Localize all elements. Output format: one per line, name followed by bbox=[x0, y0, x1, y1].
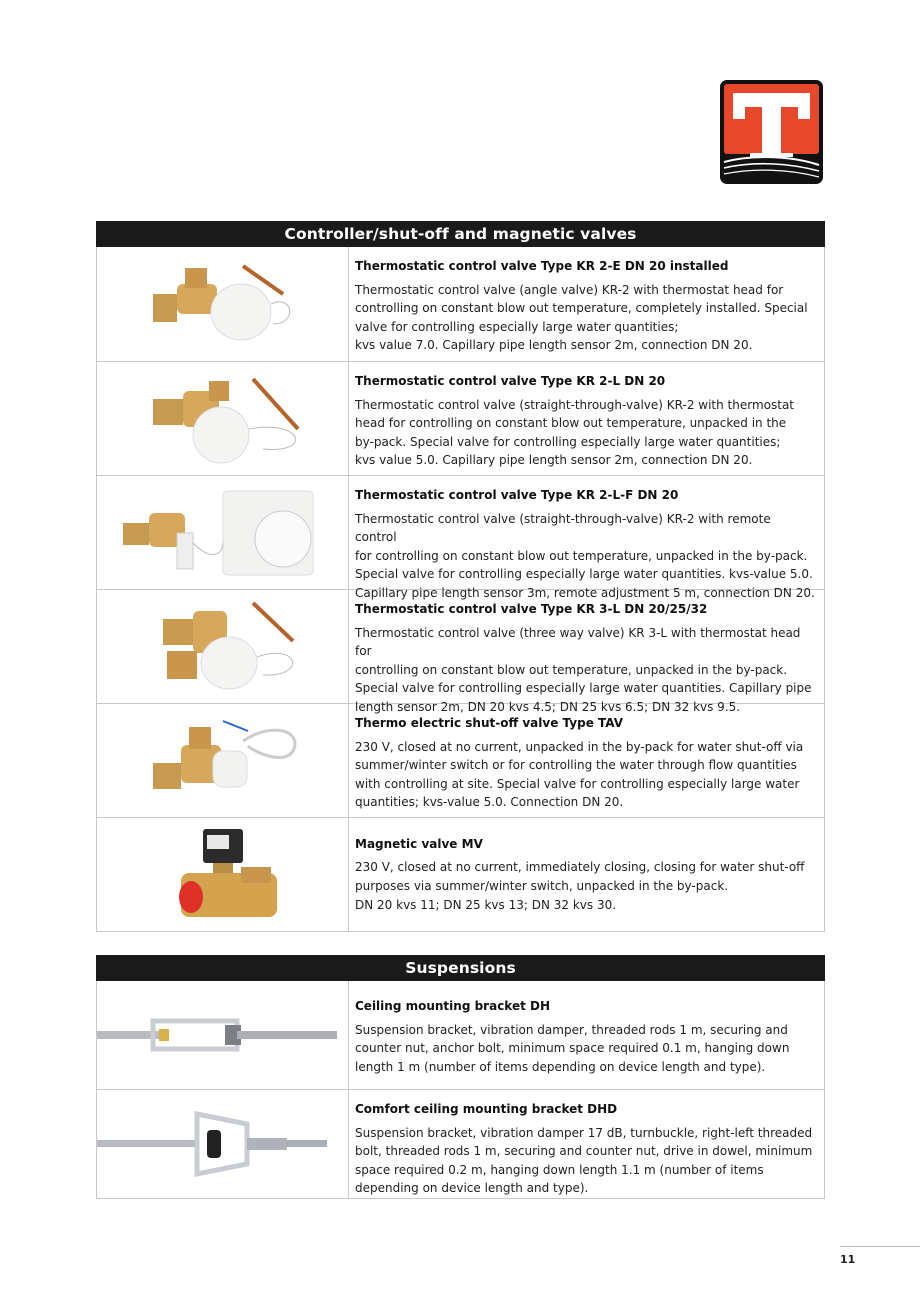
product-title: Thermostatic control valve Type KR 3-L DN 20/25/32 bbox=[355, 602, 708, 616]
valves-table bbox=[96, 247, 825, 932]
product-description: Thermostatic control valve (three way valve) KR 3-L with thermostat head for controlling on constant blow out temperature, unpacked in the by-pack. Special valve for controlling especially large water quantities. Capillary pipe length sensor 2m, DN 20 kvs 4.5; DN 25 kvs 6.5; DN 32 kvs 9.5. bbox=[355, 625, 812, 714]
product-description: Suspension bracket, vibration damper 17 dB, turnbuckle, right-left threaded bolt, threaded rods 1 m, securing and counter nut, drive in dowel, minimum space required 0.2 m, hanging down length 1.1 m (number of items depending on device length and type). bbox=[355, 1125, 813, 1196]
product-title: Ceiling mounting bracket DH bbox=[355, 999, 551, 1013]
table-row bbox=[97, 589, 824, 714]
page-rule bbox=[840, 1246, 920, 1247]
product-description: Suspension bracket, vibration damper, threaded rods 1 m, securing and counter nut, anchor bolt, minimum space required 0.1 m, hanging down length 1 m (number of items depending on device length and type). bbox=[355, 1022, 790, 1074]
product-image-straight-valve bbox=[97, 362, 349, 475]
page-number: 11 bbox=[840, 1253, 856, 1266]
product-title: Thermostatic control valve Type KR 2-E DN 20 installed bbox=[355, 259, 729, 273]
product-image-thermo-electric-valve bbox=[97, 704, 349, 817]
table-row bbox=[97, 981, 824, 1089]
product-text bbox=[349, 1090, 824, 1198]
table-row bbox=[97, 361, 824, 475]
table-row bbox=[97, 703, 824, 817]
company-logo bbox=[719, 79, 824, 185]
table-row bbox=[97, 247, 824, 361]
product-image-comfort-bracket bbox=[97, 1090, 349, 1198]
product-image-ceiling-bracket bbox=[97, 981, 349, 1089]
product-image-angle-valve bbox=[97, 247, 349, 361]
product-text bbox=[349, 247, 824, 361]
product-image-magnetic-valve bbox=[97, 818, 349, 931]
product-description: Thermostatic control valve (angle valve) KR-2 with thermostat head for controlling on constant blow out temperature, completely installed. Special valve for controlling especially large water quantities; kvs value 7.0. Capillary pipe length sensor 2m, connection DN 20. bbox=[355, 282, 808, 353]
product-title: Comfort ceiling mounting bracket DHD bbox=[355, 1102, 618, 1116]
product-title: Thermo electric shut-off valve Type TAV bbox=[355, 716, 624, 730]
product-image-remote-valve bbox=[97, 476, 349, 589]
product-title: Thermostatic control valve Type KR 2-L-F DN 20 bbox=[355, 488, 679, 502]
product-title: Thermostatic control valve Type KR 2-L DN 20 bbox=[355, 374, 666, 388]
product-description: Thermostatic control valve (straight-through-valve) KR-2 with remote control for controlling on constant blow out temperature, unpacked in the by-pack. Special valve for controlling especially large water quantities. kvs-value 5.0. Capillary pipe length sensor 3m, remote adjustment 5 m, connection DN 20. bbox=[355, 511, 815, 600]
table-row bbox=[97, 1089, 824, 1198]
product-image-three-way-valve bbox=[97, 590, 349, 703]
table-row bbox=[97, 475, 824, 600]
product-description: 230 V, closed at no current, immediately closing, closing for water shut-off purposes via summer/winter switch, unpacked in the by-pack. DN 20 kvs 11; DN 25 kvs 13; DN 32 kvs 30. bbox=[355, 860, 805, 912]
suspensions-table bbox=[96, 981, 825, 1199]
section-header-suspensions: Suspensions bbox=[96, 955, 825, 981]
product-description: Thermostatic control valve (straight-through-valve) KR-2 with thermostat head for controlling on constant blow out temperature, unpacked in the by-pack. Special valve for controlling especially large water quantities; kvs value 5.0. Capillary pipe length sensor 2m, connection DN 20. bbox=[355, 397, 795, 468]
product-text bbox=[349, 981, 824, 1089]
product-description: 230 V, closed at no current, unpacked in the by-pack for water shut-off via summer/winter switch or for controlling the water through flow quantities with controlling at site. Special valve for controlling especially large water quantities; kvs-value 5.0. Connection DN 20. bbox=[355, 739, 804, 810]
section-header-valves: Controller/shut-off and magnetic valves bbox=[96, 221, 825, 247]
product-text bbox=[349, 476, 824, 600]
product-text bbox=[349, 590, 824, 714]
product-title: Magnetic valve MV bbox=[355, 836, 483, 851]
product-text bbox=[349, 362, 824, 475]
table-row bbox=[97, 817, 824, 931]
product-text bbox=[349, 704, 824, 817]
product-text bbox=[349, 818, 824, 931]
